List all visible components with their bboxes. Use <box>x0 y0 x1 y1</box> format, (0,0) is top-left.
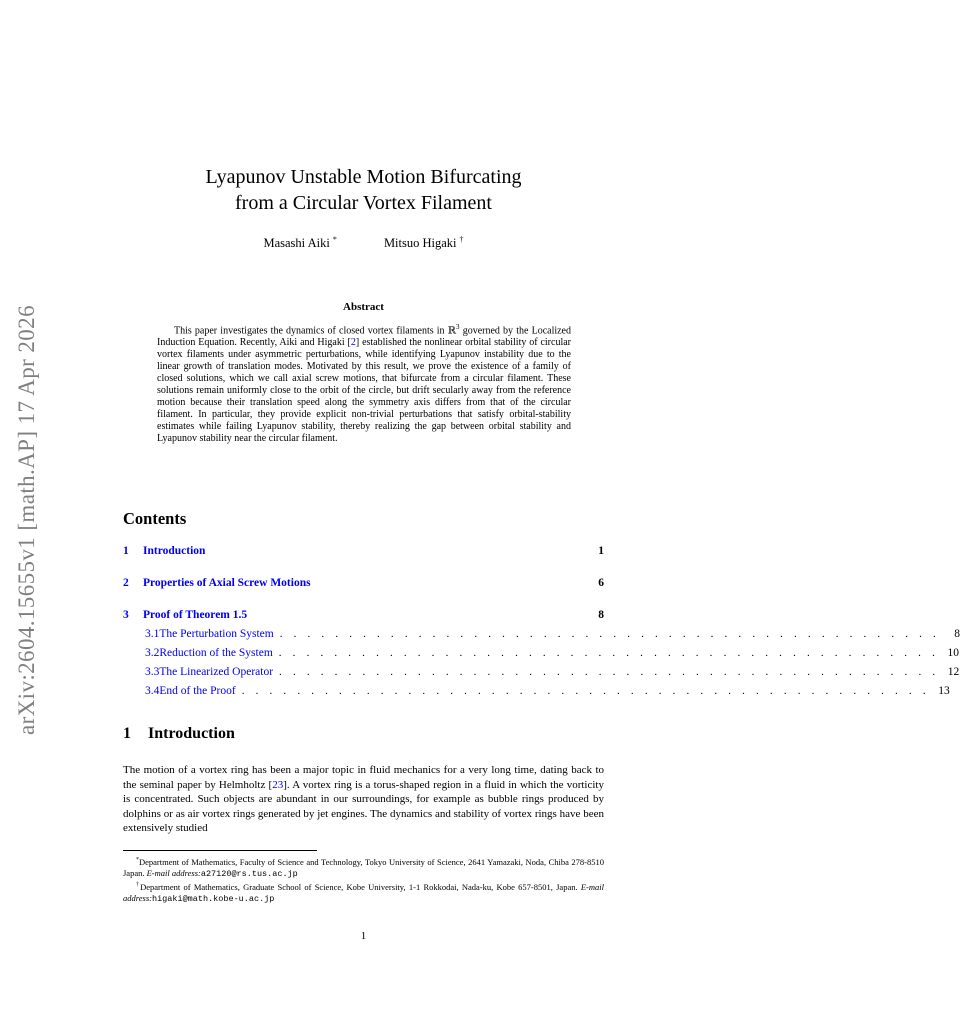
section-heading <box>123 725 235 743</box>
toc-entry-label[interactable]: The Linearized Operator <box>159 666 274 678</box>
contents-heading: Contents <box>123 509 187 528</box>
abstract-text-part: governed by the Localized Induction Equation. Recently, Aiki and Higaki [ <box>157 325 571 349</box>
toc-entry-label[interactable]: Proof of Theorem 1.5 <box>143 609 248 621</box>
toc-leader-dots: . . . . . . . . . . . . . . . . . . . . . . . . . . . . . . . . . . . . . . . . . . . . . . . . <box>279 666 940 678</box>
author-name: Masashi Aiki <box>263 236 330 251</box>
title-line-2: from a Circular Vortex Filament <box>235 192 492 214</box>
toc-entry[interactable] <box>123 577 604 591</box>
toc-entry-number[interactable]: 3 <box>123 609 129 621</box>
toc-entry[interactable] <box>123 666 960 680</box>
toc-entry-label[interactable]: End of the Proof <box>159 685 236 697</box>
toc-entry-page: 1 <box>598 545 604 557</box>
abstract-heading: Abstract <box>343 301 384 313</box>
footnote-rule <box>123 850 317 851</box>
section-title: Introduction <box>148 725 235 742</box>
footnote <box>123 880 604 905</box>
toc-entry-page: 12 <box>947 666 960 678</box>
footnote <box>123 855 604 880</box>
toc-leader-dots: . . . . . . . . . . . . . . . . . . . . . . . . . . . . . . . . . . . . . . . . . . . . . . . . <box>278 647 940 659</box>
toc-entry-page: 8 <box>598 609 604 621</box>
toc-entry-label[interactable]: Introduction <box>143 545 206 557</box>
toc-entry-number[interactable]: 3.3 <box>145 666 160 678</box>
intro-paragraph <box>123 763 604 836</box>
toc-entry-page: 6 <box>598 577 604 589</box>
abstract-text-part: This paper investigates the dynamics of closed vortex filaments in <box>174 325 448 337</box>
toc-entry-number[interactable]: 2 <box>123 577 129 589</box>
author-mark[interactable]: * <box>332 235 337 244</box>
author-name: Mitsuo Higaki <box>383 236 457 251</box>
toc-entry-number[interactable]: 1 <box>123 545 129 557</box>
email-label: E-mail address: <box>146 867 201 878</box>
arxiv-identifier: arXiv:2604.15655v1 [math.AP] 17 Apr 2026 <box>14 305 39 735</box>
toc-entry[interactable] <box>123 685 950 699</box>
toc-entry-page: 8 <box>954 628 960 640</box>
toc-entry[interactable] <box>123 609 604 623</box>
abstract-text <box>157 321 571 445</box>
footnote-mark: * <box>136 857 139 863</box>
citation-link[interactable]: 2 <box>350 337 356 349</box>
email-address[interactable]: a27120@rs.tus.ac.jp <box>200 868 298 879</box>
footnote-text: Department of Mathematics, Faculty of Science and Technology, Tokyo University of Science, 2641 Yamazaki, Noda, Chiba 278-8510 Japan. <box>123 856 604 878</box>
author-mark[interactable]: † <box>459 235 464 244</box>
footnote-text: Department of Mathematics, Graduate School of Science, Kobe University, 1-1 Rokkodai, Nada-ku, Kobe 657-8501, Japan. <box>140 881 581 892</box>
title-line-1: Lyapunov Unstable Motion Bifurcating <box>205 166 522 188</box>
citation-link[interactable]: 23 <box>272 778 284 791</box>
author-1 <box>263 235 336 251</box>
toc-entry-number[interactable]: 3.1 <box>145 628 160 640</box>
toc-entry[interactable] <box>123 628 960 642</box>
page-number: 1 <box>360 930 367 942</box>
section-number: 1 <box>123 725 131 742</box>
author-2 <box>384 235 464 251</box>
toc-entry-number[interactable]: 3.4 <box>145 685 160 697</box>
toc-leader-dots: . . . . . . . . . . . . . . . . . . . . . . . . . . . . . . . . . . . . . . . . . . . . . . . . . . <box>241 685 930 697</box>
toc-entry-page: 13 <box>938 685 950 697</box>
toc-entry[interactable] <box>123 647 960 661</box>
toc-entry-page: 10 <box>947 647 960 659</box>
toc-entry-number[interactable]: 3.2 <box>145 647 160 659</box>
email-address[interactable]: higaki@math.kobe-u.ac.jp <box>151 893 275 904</box>
toc-entry-label[interactable]: Reduction of the System <box>159 647 273 659</box>
author-list <box>123 235 604 251</box>
footnotes <box>123 855 604 905</box>
real-space-symbol: ℝ <box>447 325 457 337</box>
email-label: E-mail address: <box>123 881 604 903</box>
toc-entry[interactable] <box>123 545 604 559</box>
paragraph-text: The motion of a vortex ring has been a major topic in fluid mechanics for a very long time, dating back to the seminal paper by Helmholtz [ <box>123 764 604 791</box>
paragraph-text: ]. A vortex ring is a torus-shaped region in a fluid in which the vorticity is concentrated. Such objects are abundant in our surroundings, for example as bubble rings produced by dolphins or as air vortex rings generated by jet engines. The dynamics and stability of vortex rings have been extensively studied <box>123 778 604 834</box>
toc-entry-label[interactable]: Properties of Axial Screw Motions <box>143 577 311 589</box>
toc-leader-dots: . . . . . . . . . . . . . . . . . . . . . . . . . . . . . . . . . . . . . . . . . . . . . . . . <box>279 628 940 640</box>
abstract-text-part: ] established the nonlinear orbital stability of circular vortex filaments under asymmetric perturbations, while identifying Lyapunov instability due to the linear growth of translation modes. Motivated by this result, we prove the existence of a family of closed solutions, which we call axial screw motions, that bifurcate from a circular filament. These solutions remain uniformly close to the orbit of the circle, but drift secularly away from the reference motion because their translation speed along the symmetry axis differs from that of the circular filament. In particular, they provide explicit non-trivial perturbations that satisfy orbital-stability estimates while failing Lyapunov stability, thereby realizing the gap between orbital stability and Lyapunov stability near the circular filament. <box>157 337 571 445</box>
real-space-power: 3 <box>456 323 460 331</box>
paper-title <box>123 164 604 216</box>
toc-entry-label[interactable]: The Perturbation System <box>159 628 274 640</box>
footnote-mark: † <box>136 881 141 888</box>
